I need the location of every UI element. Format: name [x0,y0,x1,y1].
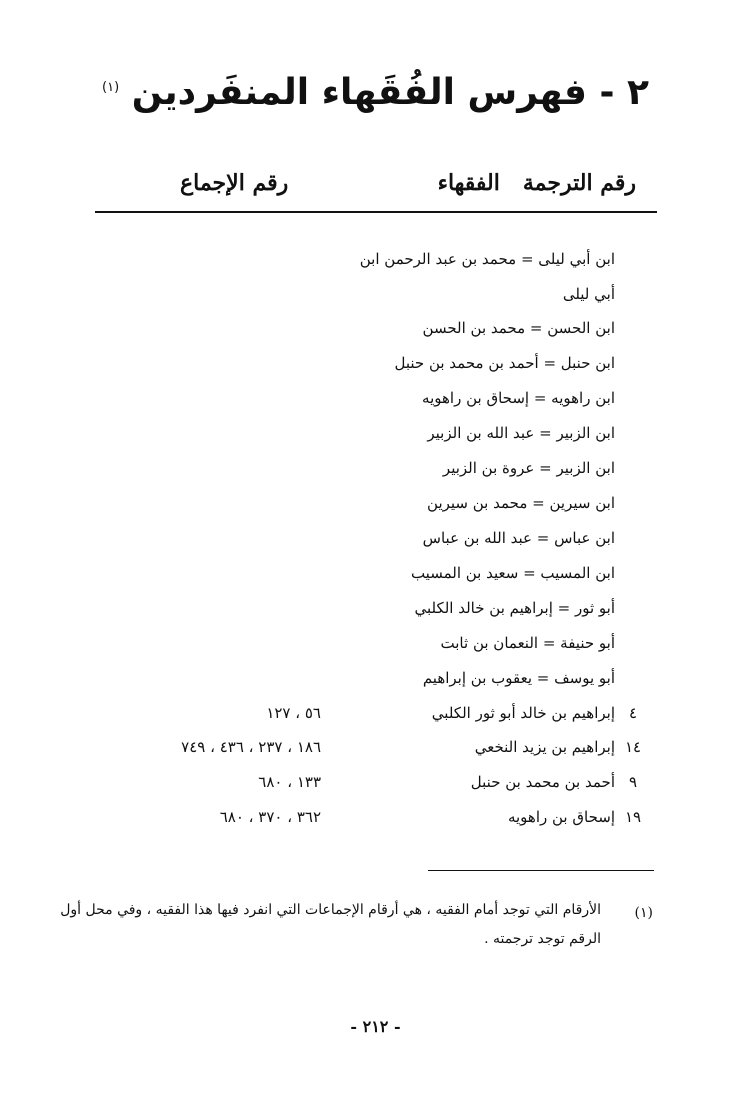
alias-row: ابن الزبير = عروة بن الزبير [442,459,615,477]
entry-jurist-name: إسحاق بن راهويه [507,808,615,826]
header-ijma-number: رقم الإجماع [180,170,289,196]
footnote-text: الأرقام التي توجد أمام الفقيه ، هي أرقام الإجماعات التي انفرد فيها هذا الفقيه ، وفي محل أول الرقم توجد ترجمته . [60,902,601,947]
header-translation-number: رقم الترجمة [522,170,636,196]
alias-row: أبو يوسف = يعقوب بن إبراهيم [422,669,615,687]
entry-jurist-name: إبراهيم بن خالد أبو ثور الكلبي [431,704,615,722]
alias-row: ابن المسيب = سعيد بن المسيب [410,564,615,582]
footnote-marker: (١) [634,905,653,921]
alias-row: ابن راهويه = إسحاق بن راهويه [422,389,615,407]
alias-row: ابن الحسن = محمد بن الحسن [422,319,615,337]
entry-ijma-numbers: ١٣٣ ، ٦٨٠ [258,773,321,791]
header-jurists: الفقهاء [437,170,500,196]
alias-row: ابن سيرين = محمد بن سيرين [427,494,615,512]
entry-ijma-numbers: ٣٦٢ ، ٣٧٠ ، ٦٨٠ [219,808,321,826]
alias-row: أبو ثور = إبراهيم بن خالد الكلبي [414,599,615,617]
alias-row: أبي ليلى [562,285,615,303]
entry-translation-number: ٩ [628,773,638,791]
entry-translation-number: ٤ [628,704,638,722]
alias-row: ابن أبي ليلى = محمد بن عبد الرحمن ابن [359,250,615,268]
alias-row: ابن عباس = عبد الله بن عباس [422,529,615,547]
header-divider [95,211,657,213]
title-text: ٢ - فهرس الفُقَهاء المنفَردين [131,72,649,113]
page-number: - ٢١٢ - [350,1017,401,1036]
page-title [0,72,751,113]
column-headers-right [438,170,636,196]
footnote-divider [428,870,654,871]
entry-translation-number: ١٩ [624,808,642,826]
entry-jurist-name: أحمد بن محمد بن حنبل [470,773,615,791]
alias-row: ابن الزبير = عبد الله بن الزبير [427,424,615,442]
entry-jurist-name: إبراهيم بن يزيد النخعي [474,738,615,756]
entry-ijma-numbers: ١٨٦ ، ٢٣٧ ، ٤٣٦ ، ٧٤٩ [181,738,321,756]
alias-row: أبو حنيفة = النعمان بن ثابت [440,634,615,652]
entry-ijma-numbers: ٥٦ ، ١٢٧ [266,704,321,722]
title-footnote-marker: (١) [102,80,120,95]
entry-translation-number: ١٤ [624,738,642,756]
alias-row: ابن حنبل = أحمد بن محمد بن حنبل [394,354,615,372]
